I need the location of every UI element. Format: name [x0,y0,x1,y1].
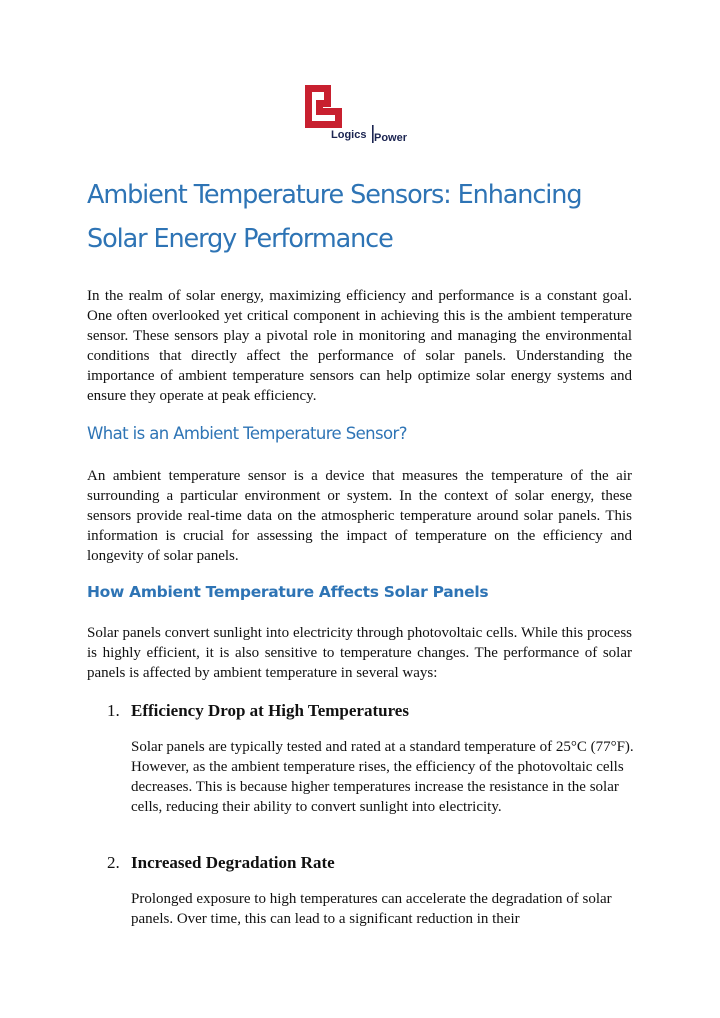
section-heading-what-is: What is an Ambient Temperature Sensor? [87,424,407,443]
list-item-body: Prolonged exposure to high temperatures can accelerate the degradation of solar panels. Over time, this can lead to a significant reduction in their [131,891,612,927]
list-item-title: Increased Degradation Rate [131,853,335,872]
list-item-number: 1. [107,701,120,720]
logo-word-power: Power [374,132,408,144]
section-what-is-body: An ambient temperature sensor is a device that measures the temperature of the air surrounding a particular environment or system. In the context of solar energy, these sensors provide real-time data on the atmospheric temperature around solar panels. This information is crucial for assessing the impact of temperature on the efficiency and longevity of solar panels. [87,468,632,564]
list-item-title: Efficiency Drop at High Temperatures [131,701,409,720]
list-item-body: Solar panels are typically tested and rated at a standard temperature of 25°C (77°F). However, as the ambient temperature rises, the efficiency of the photovoltaic cells decreases. This is because higher temperatures increase the resistance in the solar cells, reducing their ability to convert sunlight into electricity. [131,739,634,815]
intro-paragraph: In the realm of solar energy, maximizing efficiency and performance is a constant goal. One often overlooked yet critical component in achieving this is the ambient temperature sensor. These sensors play a pivotal role in monitoring and managing the environmental conditions that directly affect the performance of solar panels. Understanding the importance of ambient temperature sensors can help optimize solar energy systems and ensure they operate at peak efficiency. [87,288,632,404]
section-heading-how-affects: How Ambient Temperature Affects Solar Panels [87,583,489,601]
logo-word-logics: Logics [331,129,367,141]
list-item-number: 2. [107,853,120,872]
section-how-affects-body: Solar panels convert sunlight into electricity through photovoltaic cells. While this process is highly efficient, it is also sensitive to temperature changes. The performance of solar panels is affected by ambient temperature in several ways: [87,625,632,681]
page-title: Ambient Temperature Sensors: Enhancing Solar Energy Performance [87,180,582,254]
